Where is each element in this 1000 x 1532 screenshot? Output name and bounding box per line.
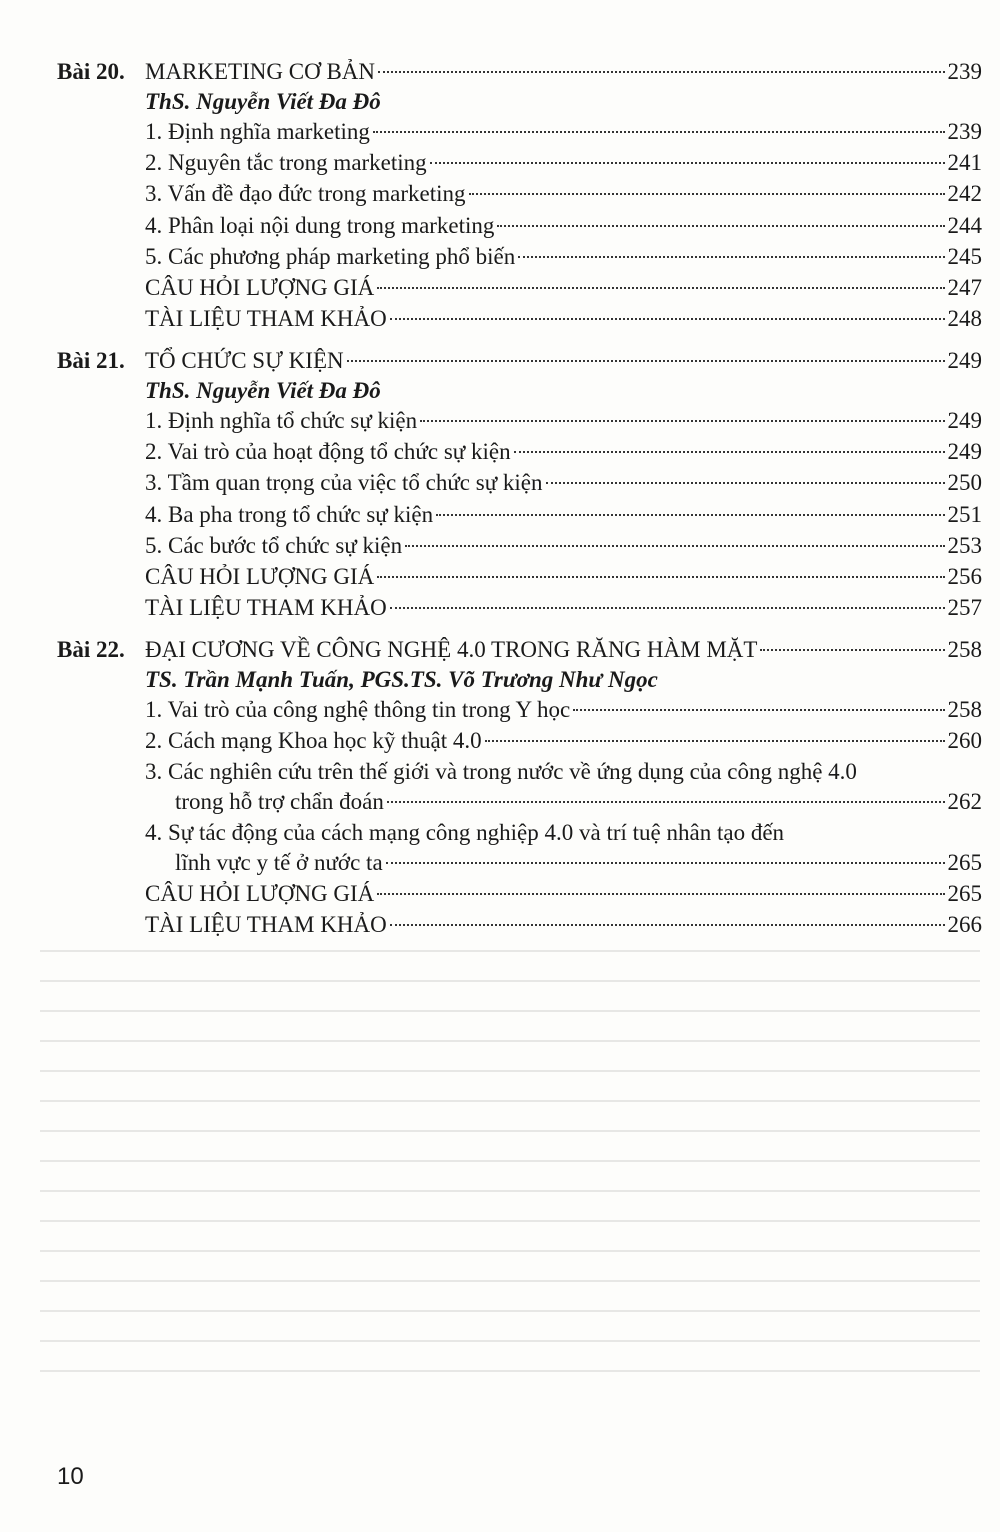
entry-title: 2. Cách mạng Khoa học kỹ thuật 4.0 [145,728,482,753]
leader-dots [377,893,944,895]
page-ref: 265 [947,881,982,906]
page-ref: 265 [947,850,982,875]
toc-entry[interactable] [145,726,982,756]
toc-entry[interactable] [145,148,982,178]
page-ref: 258 [947,697,982,722]
leader-dots [430,162,945,164]
toc-entry[interactable] [145,211,982,241]
page-ref: 266 [947,912,982,937]
page-ref: 247 [947,275,982,300]
entry-title: 2. Nguyên tắc trong marketing [145,150,427,175]
toc-entry[interactable] [145,593,982,623]
lesson-author: ThS. Nguyễn Viết Đa Đô [145,89,381,114]
toc-entry[interactable] [145,242,982,272]
page-ref: 249 [947,348,982,373]
page-ref: 249 [947,439,982,464]
entry-title: 1. Định nghĩa marketing [145,119,370,144]
entry-title: TÀI LIỆU THAM KHẢO [145,306,387,331]
page-ref: 242 [947,181,982,206]
leader-dots [386,862,945,864]
leader-dots [347,360,945,362]
entry-title: 5. Các bước tổ chức sự kiện [145,533,403,558]
entry-title: 4. Phân loại nội dung trong marketing [145,213,495,238]
entry-title[interactable]: 3. Các nghiên cứu trên thế giới và trong nước về ứng dụng của công nghệ 4.0 [145,759,857,784]
entry-title: CÂU HỎI LƯỢNG GIÁ [145,275,375,300]
leader-dots [514,451,945,453]
page-ref: 250 [947,470,982,495]
entry-title-continuation: trong hỗ trợ chẩn đoán [175,789,384,814]
toc-entry-continuation[interactable] [175,787,982,817]
leader-dots [573,709,944,711]
page-ref: 248 [947,306,982,331]
leader-dots [546,482,945,484]
toc-entry[interactable] [145,179,982,209]
leader-dots [377,576,944,578]
lesson-number: Bài 20. [57,59,125,84]
leader-dots [373,131,945,133]
leader-dots [436,514,944,516]
toc-entry[interactable] [145,117,982,147]
page-ref: 256 [947,564,982,589]
page-ref: 262 [947,789,982,814]
toc-entry-continuation[interactable] [175,848,982,878]
leader-dots [377,287,944,289]
leader-dots [518,256,944,258]
entry-title: TÀI LIỆU THAM KHẢO [145,912,387,937]
leader-dots [469,193,945,195]
leader-dots [420,420,944,422]
page-ref: 260 [947,728,982,753]
lesson-author: TS. Trần Mạnh Tuấn, PGS.TS. Võ Trương Như Ngọc [145,667,658,692]
page-ref: 251 [947,502,982,527]
toc-entry[interactable] [145,468,982,498]
lesson-number: Bài 22. [57,637,125,662]
page-ref: 239 [947,59,982,84]
leader-dots [390,607,945,609]
lesson-title-row[interactable] [145,57,982,87]
toc-entry[interactable] [145,879,982,909]
page-ref: 239 [947,119,982,144]
lesson-title: ĐẠI CƯƠNG VỀ CÔNG NGHỆ 4.0 TRONG RĂNG HÀM MẶT [145,637,758,662]
entry-title: TÀI LIỆU THAM KHẢO [145,595,387,620]
toc-entry[interactable] [145,500,982,530]
toc-entry[interactable] [145,406,982,436]
toc-entry[interactable] [145,695,982,725]
page-ref: 257 [947,595,982,620]
leader-dots [387,801,945,803]
leader-dots [390,318,945,320]
lesson-author: ThS. Nguyễn Viết Đa Đô [145,378,381,403]
lesson-title: TỔ CHỨC SỰ KIỆN [145,348,344,373]
entry-title: 4. Ba pha trong tổ chức sự kiện [145,502,434,527]
toc-entry[interactable] [145,437,982,467]
page-ref: 258 [947,637,982,662]
page-ref: 253 [947,533,982,558]
entry-title[interactable]: 4. Sự tác động của cách mạng công nghiệp 4.0 và trí tuệ nhân tạo đến [145,820,785,845]
leader-dots [390,924,945,926]
entry-title: 3. Tầm quan trọng của việc tổ chức sự kiện [145,470,543,495]
leader-dots [405,545,944,547]
lesson-title-row[interactable] [145,635,982,665]
leader-dots [497,225,944,227]
toc-entry[interactable] [145,531,982,561]
toc-entry[interactable] [145,562,982,592]
entry-title-continuation: lĩnh vực y tế ở nước ta [175,850,383,875]
leader-dots [378,71,945,73]
toc-entry[interactable] [145,304,982,334]
show-through-texture [40,950,980,1430]
page-ref: 241 [947,150,982,175]
entry-title: 1. Định nghĩa tổ chức sự kiện [145,408,418,433]
entry-title: 1. Vai trò của công nghệ thông tin trong Y học [145,697,571,722]
page-ref: 245 [947,244,982,269]
leader-dots [760,649,944,651]
page-number: 10 [57,1463,84,1490]
entry-title: CÂU HỎI LƯỢNG GIÁ [145,564,375,589]
entry-title: 5. Các phương pháp marketing phổ biến [145,244,516,269]
lesson-title: MARKETING CƠ BẢN [145,59,375,84]
toc-entry[interactable] [145,273,982,303]
page-ref: 249 [947,408,982,433]
lesson-title-row[interactable] [145,346,982,376]
entry-title: CÂU HỎI LƯỢNG GIÁ [145,881,375,906]
entry-title: 2. Vai trò của hoạt động tổ chức sự kiện [145,439,511,464]
entry-title: 3. Vấn đề đạo đức trong marketing [145,181,466,206]
page-ref: 244 [947,213,982,238]
leader-dots [485,740,945,742]
toc-entry[interactable] [145,910,982,940]
lesson-number: Bài 21. [57,348,125,373]
